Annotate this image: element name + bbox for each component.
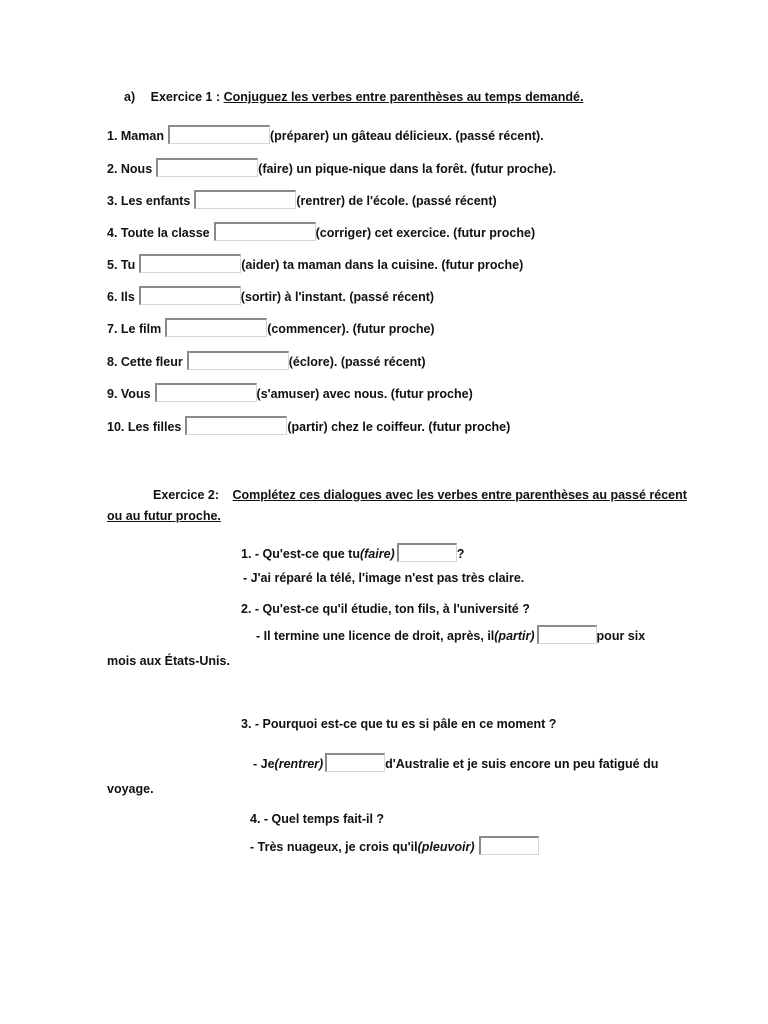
question-text: 1. - Qu'est-ce que tu (241, 547, 360, 561)
dialogue-3-answer (253, 753, 658, 771)
verb-hint: (pleuvoir) (417, 840, 475, 854)
dialogue-1-question (241, 543, 464, 561)
exercise-1-heading (124, 90, 583, 104)
verb-hint: (faire) (359, 547, 395, 561)
exercise-2-instruction: Complétez ces dialogues avec les verbes entre parenthèses au passé récent (232, 488, 687, 502)
question-mark: ? (456, 547, 465, 561)
exercise-1-item-8 (107, 351, 426, 369)
exercise-1-item-6 (107, 286, 434, 304)
dialogue-3-question: 3. - Pourquoi est-ce que tu es si pâle en ce moment ? (241, 717, 557, 731)
answer-field[interactable] (185, 416, 287, 435)
item-suffix: (sortir) à l'instant. (passé récent) (240, 290, 435, 304)
answer-text: - Très nuageux, je crois qu'il (250, 840, 418, 854)
dialogue-4-answer (250, 836, 539, 854)
exercise-1-item-5 (107, 254, 523, 272)
exercise-1-item-1 (107, 125, 544, 143)
answer-field[interactable] (139, 286, 241, 305)
item-suffix: (préparer) un gâteau délicieux. (passé récent). (269, 129, 544, 143)
item-prefix: 7. Le film (107, 322, 162, 336)
answer-field[interactable] (165, 318, 267, 337)
item-prefix: 2. Nous (107, 162, 153, 176)
item-suffix: (éclore). (passé récent) (288, 355, 426, 369)
exercise-1-item-10 (107, 416, 510, 434)
answer-field[interactable] (156, 158, 258, 177)
answer-field[interactable] (187, 351, 289, 370)
exercise-1-item-9 (107, 383, 473, 401)
exercise-1-title: Exercice 1 : (150, 90, 221, 104)
item-suffix: (partir) chez le coiffeur. (futur proche) (287, 420, 511, 434)
exercise-2-heading (153, 488, 687, 502)
exercise-1-item-7 (107, 318, 435, 336)
exercise-1-instruction: Conjuguez les verbes entre parenthèses au temps demandé. (223, 90, 584, 104)
item-suffix: (s'amuser) avec nous. (futur proche) (256, 387, 473, 401)
dialogue-1-answer: - J'ai réparé la télé, l'image n'est pas très claire. (243, 571, 525, 585)
answer-field[interactable] (194, 190, 296, 209)
answer-field[interactable] (214, 222, 316, 241)
dialogue-2-question: 2. - Qu'est-ce qu'il étudie, ton fils, à l'université ? (241, 602, 530, 616)
dialogue-2-answer (256, 625, 645, 643)
item-prefix: 8. Cette fleur (107, 355, 183, 369)
dialogue-4-question: 4. - Quel temps fait-il ? (250, 812, 385, 826)
dialogue-3-answer-cont: voyage. (107, 782, 154, 796)
exercise-1-item-3 (107, 190, 497, 208)
item-prefix: 10. Les filles (107, 420, 182, 434)
exercise-1-item-2 (107, 158, 556, 176)
answer-field[interactable] (537, 625, 597, 644)
item-suffix: (rentrer) de l'école. (passé récent) (296, 194, 497, 208)
item-suffix: (faire) un pique-nique dans la forêt. (futur proche). (258, 162, 557, 176)
exercise-2-instruction-cont: ou au futur proche. (107, 509, 221, 523)
item-prefix: 5. Tu (107, 258, 136, 272)
answer-field[interactable] (139, 254, 241, 273)
answer-text: - Il termine une licence de droit, après, il (256, 629, 495, 643)
answer-field[interactable] (397, 543, 457, 562)
answer-field[interactable] (479, 836, 539, 855)
item-prefix: 1. Maman (107, 129, 164, 143)
item-prefix: 6. Ils (107, 290, 135, 304)
exercise-2-title: Exercice 2: (153, 488, 220, 502)
item-prefix: 9. Vous (107, 387, 151, 401)
answer-field[interactable] (155, 383, 257, 402)
verb-hint: (rentrer) (274, 757, 324, 771)
list-marker: a) (124, 90, 136, 104)
item-prefix: 3. Les enfants (107, 194, 191, 208)
dialogue-2-answer-cont: mois aux États-Unis. (107, 654, 230, 668)
verb-hint: (partir) (494, 629, 535, 643)
item-suffix: (commencer). (futur proche) (267, 322, 435, 336)
answer-text-end: d'Australie et je suis encore un peu fatigué du (385, 757, 659, 771)
answer-text-end: pour six (596, 629, 646, 643)
item-suffix: (corriger) cet exercice. (futur proche) (315, 226, 536, 240)
exercise-1-item-4 (107, 222, 535, 240)
item-suffix: (aider) ta maman dans la cuisine. (futur proche) (241, 258, 524, 272)
item-prefix: 4. Toute la classe (107, 226, 210, 240)
answer-field[interactable] (325, 753, 385, 772)
answer-text: - Je (253, 757, 275, 771)
answer-field[interactable] (168, 125, 270, 144)
